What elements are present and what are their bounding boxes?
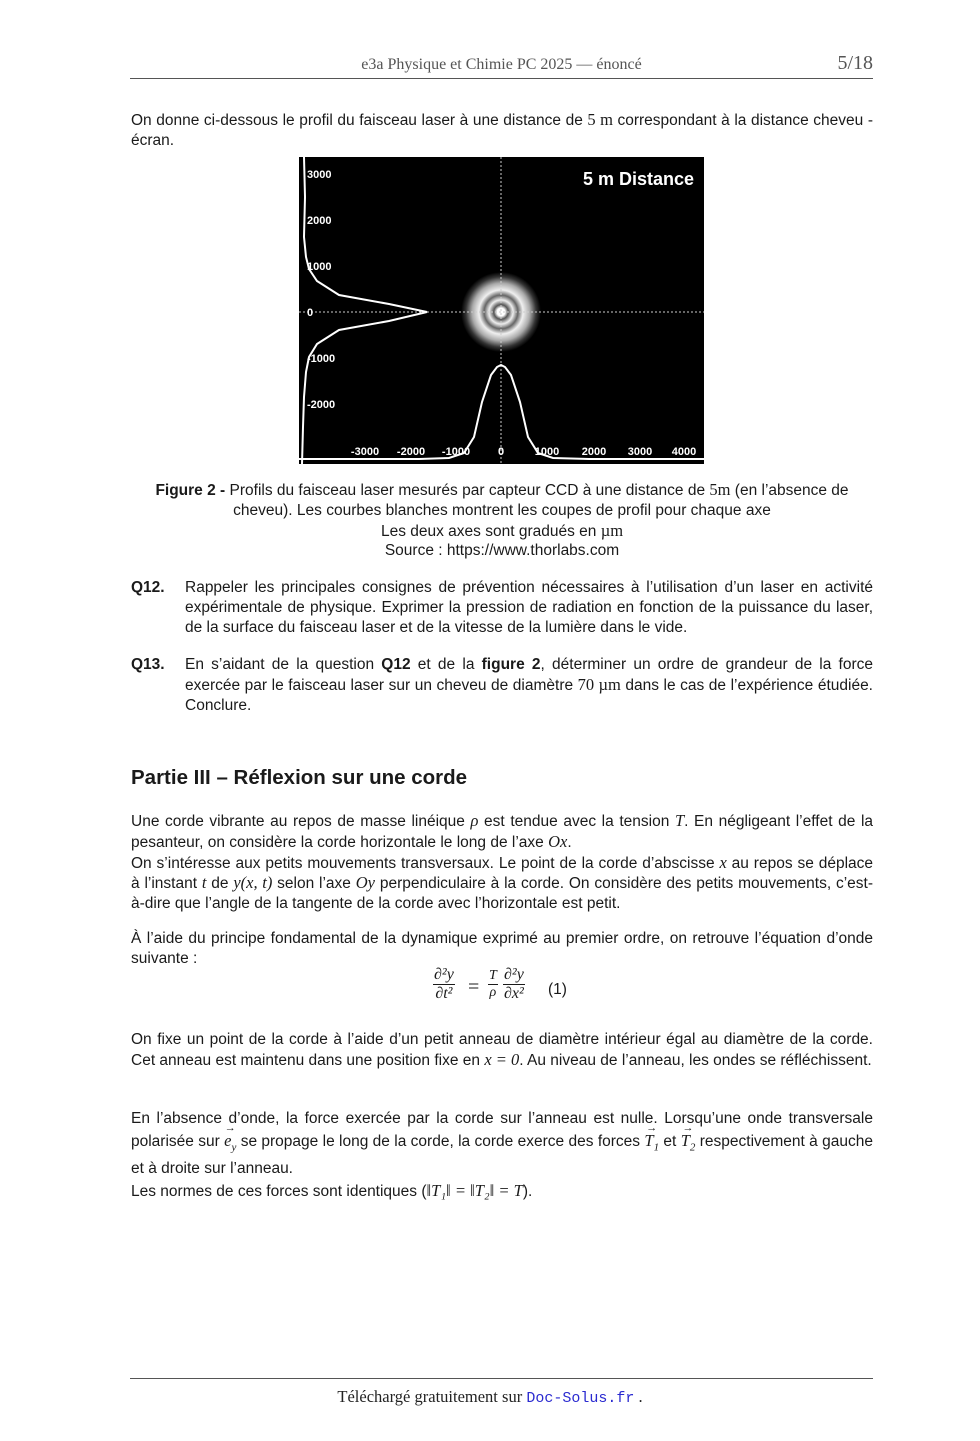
footer-text: Téléchargé gratuitement sur [337, 1387, 527, 1406]
x-tick-minus-1000: -1000 [441, 446, 471, 458]
footer-divider [130, 1378, 873, 1379]
eq-rhs-den: ∂x² [504, 985, 524, 1002]
x-tick-4000: 4000 [671, 446, 697, 458]
corde-text-7: de [206, 875, 234, 893]
math-vector-T2 [681, 1130, 696, 1158]
q13-text-1: En s’aidant de la question [185, 656, 382, 673]
y-tick-1000: 1000 [307, 261, 332, 273]
q13-bold-q12: Q12 [381, 656, 411, 673]
force-text-2: se propage le long de la corde, la corde exerce des forces [236, 1133, 645, 1150]
question-q12 [131, 578, 873, 637]
y-tick-3000: 3000 [307, 169, 332, 181]
anneau-paragraph [131, 1030, 873, 1071]
intro-text-1: On donne ci-dessous le profil du faisceau laser à une distance de [131, 112, 588, 129]
force-paragraph [131, 1108, 873, 1203]
y-tick-minus-2000: -2000 [307, 399, 336, 411]
eq-label: (1) [548, 981, 567, 998]
question-q13 [131, 655, 873, 715]
x-tick-0: 0 [497, 446, 505, 458]
y-tick-2000: 2000 [307, 215, 332, 227]
math-T2: T [680, 1131, 690, 1150]
eq-lhs-num: ∂²y [434, 966, 454, 983]
intro-paragraph [131, 110, 873, 151]
caption-line-2 [131, 521, 873, 542]
x-tick-minus-2000: -2000 [396, 446, 426, 458]
q13-bold-figure: figure 2 [481, 656, 541, 673]
q12-text: Rappeler les principales consignes de prévention nécessaires à l’utilisation d’un laser en activité expérimentale de physique. Exprimer la pression de radiation en fonction de la puissance du laser, de la surface du faisceau laser et de la vitesse de la lumière dans le vide. [185, 579, 873, 636]
math-ey: e [224, 1131, 232, 1150]
math-rho: ρ [470, 811, 479, 830]
math-vector-ey [224, 1130, 236, 1158]
x-tick-minus-3000: -3000 [350, 446, 380, 458]
caption-text-1: Profils du faisceau laser mesurés par capteur CCD à une distance de [229, 482, 710, 499]
intro-text-2: correspondant à la distance cheveu - écran. [131, 112, 873, 149]
math-Ox: Ox [548, 831, 568, 851]
caption-math-1: 5m [709, 480, 731, 499]
page-footer [0, 1387, 980, 1407]
math-vector-T1 [644, 1130, 659, 1158]
corde-text-5: On s’intéresse aux petits mouvements transversaux. Le point de la corde d’abscisse [131, 854, 720, 872]
math-x-eq-0: x = 0 [484, 1049, 520, 1069]
eq-coef-fraction [488, 968, 498, 1001]
corde-text-8: selon l’axe [272, 875, 356, 893]
caption-label: Figure 2 - [155, 482, 230, 499]
anneau-text-1: On fixe un point de la corde à l’aide d’un petit anneau de diamètre intérieur égal au diamètre de la corde. Cet anneau est maintenu dans une position fixe en [131, 1031, 873, 1069]
corde-text-4: . [567, 833, 572, 851]
q13-text-3: , déterminer un ordre de grandeur de la force exercée par le faisceau laser sur un cheveu de diamètre [185, 656, 873, 694]
force-text-6: ). [522, 1183, 533, 1201]
image-label: 5 m Distance [582, 169, 694, 189]
corde-text-1: Une corde vibrante au repos de masse linéique [131, 813, 471, 830]
intro-math: 5 m [587, 110, 613, 129]
force-text-1: En l’absence d’onde, la force exercée par la corde sur l’anneau est nulle. Lorsqu’une onde transversale polarisée sur [131, 1110, 873, 1150]
math-T1-sub: 1 [653, 1141, 660, 1154]
x-tick-3000: 3000 [627, 446, 653, 458]
force-text-3: et [659, 1133, 681, 1150]
laser-profile-figure [299, 157, 704, 464]
x-tick-1000: 1000 [534, 446, 560, 458]
eq-lhs-fraction [433, 966, 455, 1003]
y-tick-0: 0 [307, 307, 314, 319]
footer-link[interactable]: Doc-Solus.fr [526, 1390, 635, 1407]
q12-label: Q12. [131, 579, 165, 596]
x-tick-2000: 2000 [581, 446, 607, 458]
page-number: 5/18 [837, 52, 873, 74]
section-title: Partie III – Réflexion sur une corde [131, 766, 468, 789]
q13-text-2: et de la [410, 656, 482, 673]
math-x: x [719, 852, 727, 872]
corde-text-2: est tendue avec la tension [478, 813, 675, 830]
eq-rhs-num: ∂²y [504, 966, 524, 983]
corde-paragraph [131, 811, 873, 914]
page-header [130, 52, 873, 79]
caption-math-2: µm [600, 520, 624, 540]
anneau-text-2: . Au niveau de l’anneau, les ondes se réfléchissent. [519, 1051, 872, 1069]
eq-coef-den: ρ [489, 985, 497, 1000]
eq-lhs-den: ∂t² [435, 985, 453, 1002]
math-T1: T [644, 1131, 654, 1150]
math-Oy: Oy [355, 873, 375, 893]
eq-rhs-fraction [503, 966, 525, 1003]
corde-text-6: au repos se déplace à l’instant [131, 854, 874, 893]
caption-text-2: (en l’absence de cheveu). Les courbes blanches montrent les coupes de profil pour chaque axe [233, 482, 849, 519]
q13-text [185, 655, 873, 715]
caption-source: Source : https://www.thorlabs.com [384, 542, 620, 560]
force-text-4: respectivement à gauche et à droite sur l’anneau. [131, 1133, 873, 1178]
q13-text-4: dans le cas de l’expérience étudiée. Conclure. [185, 676, 873, 714]
caption-text-3: Les deux axes sont gradués en [380, 522, 601, 540]
pfd-paragraph: À l’aide du principe fondamental de la dynamique exprimé au premier ordre, on retrouve l’équation d’onde suivante : [131, 930, 873, 967]
figure-caption [131, 480, 873, 561]
q13-label: Q13. [131, 656, 165, 673]
y-tick-minus-1000: -1000 [307, 353, 336, 365]
corde-text-3: . En négligeant l’effet de la pesanteur, on considère la corde horizontale le long de l’axe [131, 813, 874, 851]
laser-profile-image [299, 157, 704, 464]
math-norms: ‖T₁‖ = ‖T₂‖ = T [426, 1181, 523, 1201]
q13-math: 70 µm [577, 674, 621, 694]
math-ey-sub: y [231, 1141, 237, 1154]
eq-coef-num: T [489, 968, 497, 983]
corde-text-9: perpendiculaire à la corde. On considère des petits mouvements, c’est-à-dire que l’angle de la tangente de la corde avec l’horizontale est petit. [131, 875, 873, 913]
caption-line-1 [131, 480, 873, 521]
math-T: T [674, 811, 685, 830]
math-t: t [201, 873, 207, 893]
force-text-5: Les normes de ces forces sont identiques ( [131, 1183, 427, 1201]
footer-end: . [634, 1387, 643, 1406]
math-yxt: y(x, t) [233, 873, 273, 893]
math-T2-sub: 2 [689, 1141, 696, 1154]
wave-equation [433, 966, 613, 1012]
header-title: e3a Physique et Chimie PC 2025 — énoncé [361, 56, 642, 73]
eq-equals: = [468, 976, 480, 998]
